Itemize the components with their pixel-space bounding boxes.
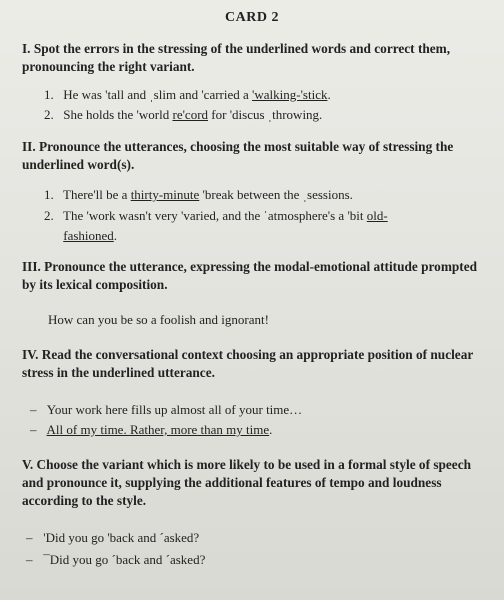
item-number: 1. [44,87,54,102]
section-5-variant-1 [26,530,199,546]
underlined-words: old- [366,208,388,223]
item-number: 2. [44,107,54,122]
section-3-heading: III. Pronounce the utterance, expressing the modal-emotional attitude prompted by its lexical composition. [22,259,478,292]
section-5-heading: V. Choose the variant which is more likely to be used in a formal style of speech and pronounce it, supplying the additional features of tempo and loudness according to the style. [22,457,472,508]
underlined-words: thirty-minute [130,187,200,202]
section-2-item-1 [44,186,353,204]
item-text: He was 'tall and ˌslim and 'carried a [63,87,253,102]
line-text-end: . [269,422,273,437]
card-title: CARD 2 [225,10,279,25]
section-2-item-2-continued [44,227,117,245]
dash: – [26,552,33,567]
section-1-item-2 [44,106,322,124]
underlined-words: 'walking-'stick [252,87,328,102]
item-text-end: . [113,228,118,243]
item-text: She holds the 'world [63,107,173,122]
item-number: 1. [44,187,54,202]
section-3-utterance: How can you be so a foolish and ignorant! [48,312,269,327]
underlined-utterance: All of my time. Rather, more than my time [46,422,270,437]
item-text-end: . [327,87,331,102]
section-1-item-1 [44,86,331,104]
section-4-line-1 [30,402,302,418]
line-text: Your work here fills up almost all of your time… [46,402,303,417]
item-text: The 'work wasn't very 'varied, and the ˈatmosphere's a 'bit [63,208,367,223]
variant-text: ¯Did you go ˊback and ˊasked? [43,552,206,567]
underlined-words: fashioned [63,228,114,243]
section-5-variant-2 [26,552,205,568]
item-text: There'll be a [63,187,131,202]
section-2-heading: II. Pronounce the utterances, choosing the most suitable way of stressing the underlined word(s). [22,139,454,172]
variant-text: 'Did you go 'back and ˊasked? [43,530,200,545]
item-text-end: 'break between the ˌsessions. [199,187,353,202]
underlined-words: re'cord [172,107,209,122]
item-number: 2. [44,208,54,223]
section-2-item-2 [44,207,388,225]
section-4-heading: IV. Read the conversational context choosing an appropriate position of nuclear stress in the underlined utterance. [22,347,474,380]
section-4-line-2 [30,422,272,438]
dash: – [26,530,33,545]
dash: – [30,402,37,417]
item-text-end: for 'discus ˌthrowing. [208,107,323,122]
dash: – [30,422,37,437]
section-1-heading: I. Spot the errors in the stressing of the underlined words and correct them, pronouncing the right variant. [22,41,451,74]
